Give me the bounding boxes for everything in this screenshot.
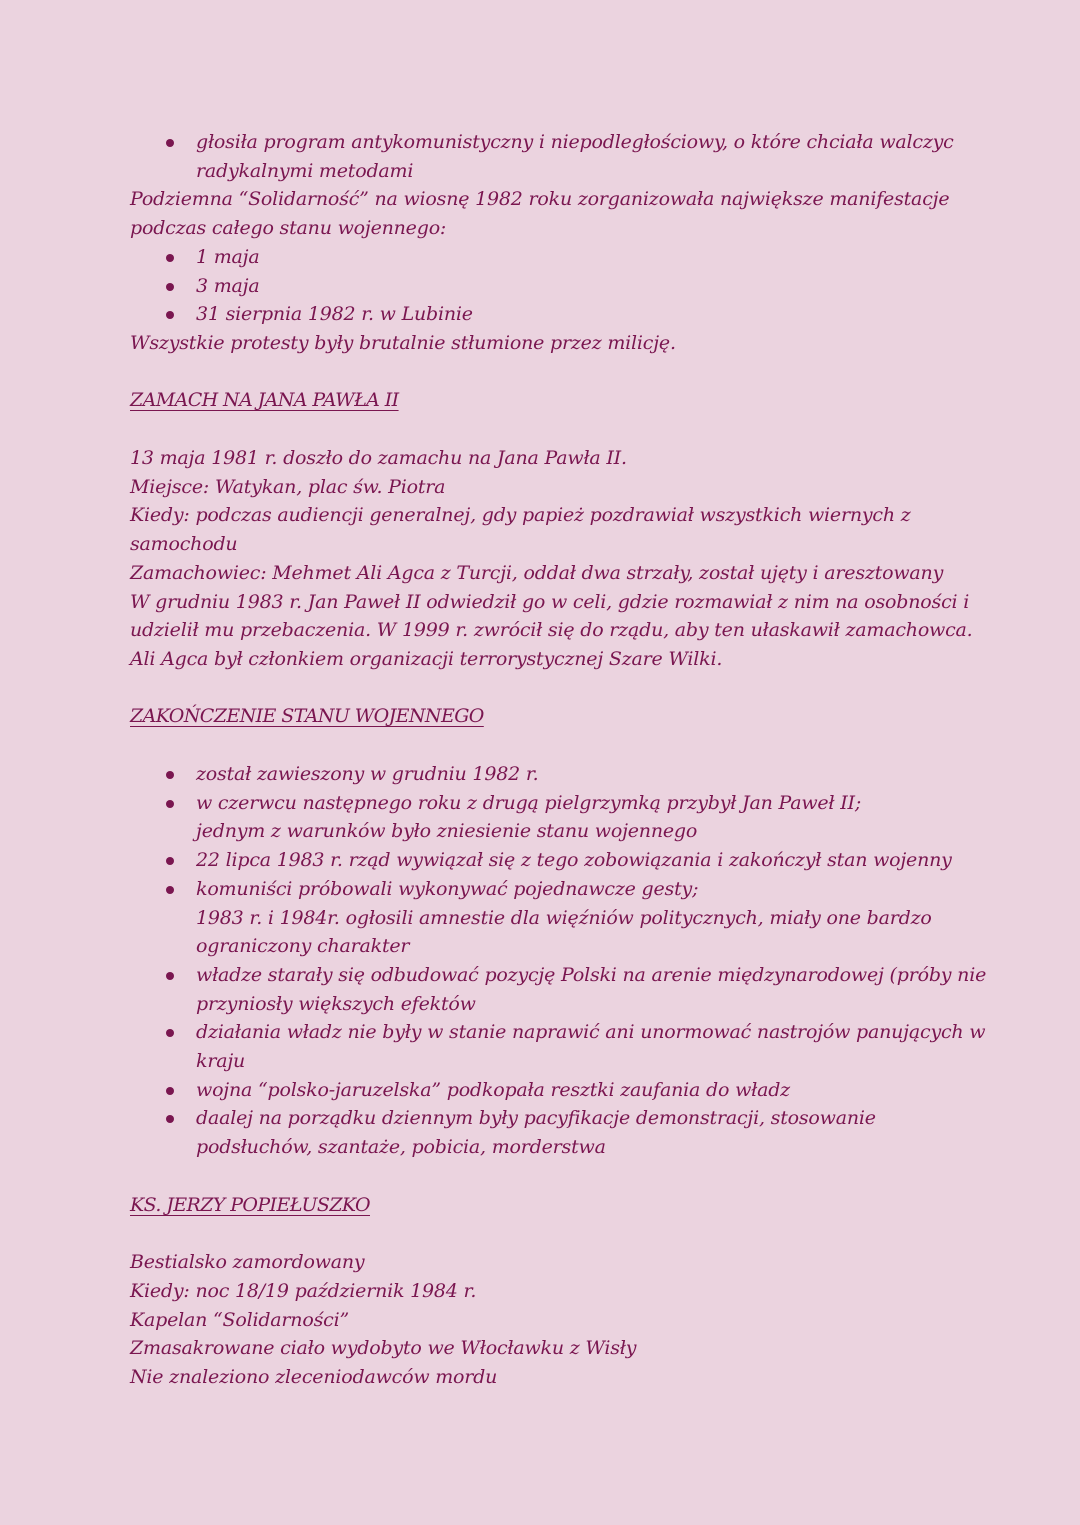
end-martial-law-list — [130, 760, 987, 1162]
list-item: władze starały się odbudować pozycję Polski na arenie międzynarodowej (próby nie przyniosły większych efektów — [196, 961, 960, 1018]
paragraph-line: Ali Agca był członkiem organizacji terrorystycznej Szare Wilki. — [130, 647, 723, 670]
paragraph-line: Kiedy: podczas audiencji generalnej, gdy papież pozdrawiał wszystkich wiernych z — [130, 504, 911, 527]
paragraph-line: udzielił mu przebaczenia. W 1999 r. zwrócił się do rządu, aby ten ułaskawił zamachowca. — [130, 619, 973, 642]
paragraph-line: Zmasakrowane ciało wydobyto we Włocławku z Wisły — [130, 1337, 637, 1360]
paragraph-line: Zamachowiec: Mehmet Ali Agca z Turcji, oddał dwa strzały, został ujęty i aresztowany — [130, 561, 944, 584]
section-heading-assassination: ZAMACH NA JANA PAWŁA II — [130, 389, 399, 412]
list-item: 22 lipca 1983 r. rząd wywiązał się z tego zobowiązania i zakończył stan wojenny — [196, 846, 960, 875]
list-item: 31 sierpnia 1982 r. w Lubinie — [196, 300, 960, 329]
list-item: wojna “polsko-jaruzelska” podkopała resztki zaufania do władz — [196, 1076, 960, 1105]
list-item: został zawieszony w grudniu 1982 r. — [196, 760, 960, 789]
paragraph-line: podczas całego stanu wojennego: — [130, 217, 447, 240]
list-item: głosiła program antykomunistyczny i niepodległościowy, o które chciała walczyc radykalnymi metodami — [196, 128, 960, 185]
paragraph-line: 13 maja 1981 r. doszło do zamachu na Jana Pawła II. — [130, 447, 627, 470]
intro-bullet-list — [130, 128, 960, 185]
paragraph-line: Nie znaleziono zleceniodawców mordu — [130, 1366, 498, 1389]
list-item: 3 maja — [196, 272, 960, 301]
paragraph-line: Podziemna “Solidarność” na wiosnę 1982 roku zorganizowała największe manifestacje — [130, 188, 950, 211]
list-item: 1 maja — [196, 243, 960, 272]
paragraph-line: Wszystkie protesty były brutalnie stłumione przez milicję. — [130, 331, 676, 354]
list-item: działania władz nie były w stanie naprawić ani unormować nastrojów panujących w kraju — [196, 1018, 960, 1075]
protest-dates-list — [130, 243, 960, 329]
paragraph-line: samochodu — [130, 533, 238, 556]
paragraph-line: Kapelan “Solidarności” — [130, 1308, 349, 1331]
paragraph-line: Kiedy: noc 18/19 październik 1984 r. — [130, 1279, 477, 1302]
section-heading-end-martial-law: ZAKOŃCZENIE STANU WOJENNEGO — [130, 705, 484, 728]
paragraph-line: W grudniu 1983 r. Jan Paweł II odwiedził go w celi, gdzie rozmawiał z nim na osobności i — [130, 590, 970, 613]
document-page — [130, 128, 987, 1392]
section-heading-popieluszko: KS. JERZY POPIEŁUSZKO — [130, 1193, 370, 1216]
paragraph-line: Miejsce: Watykan, plac św. Piotra — [130, 475, 446, 498]
paragraph-line: Bestialsko zamordowany — [130, 1251, 365, 1274]
list-item: w czerwcu następnego roku z drugą pielgrzymką przybył Jan Paweł II; jednym z warunków było zniesienie stanu wojennego — [196, 789, 960, 846]
list-item: daalej na porządku dziennym były pacyfikacje demonstracji, stosowanie podsłuchów, szantaże, pobicia, morderstwa — [196, 1104, 960, 1161]
list-item: komuniści próbowali wykonywać pojednawcze gesty; 1983 r. i 1984r. ogłosili amnestie dla więźniów politycznych, miały one bardzo ograniczony charakter — [196, 875, 960, 961]
